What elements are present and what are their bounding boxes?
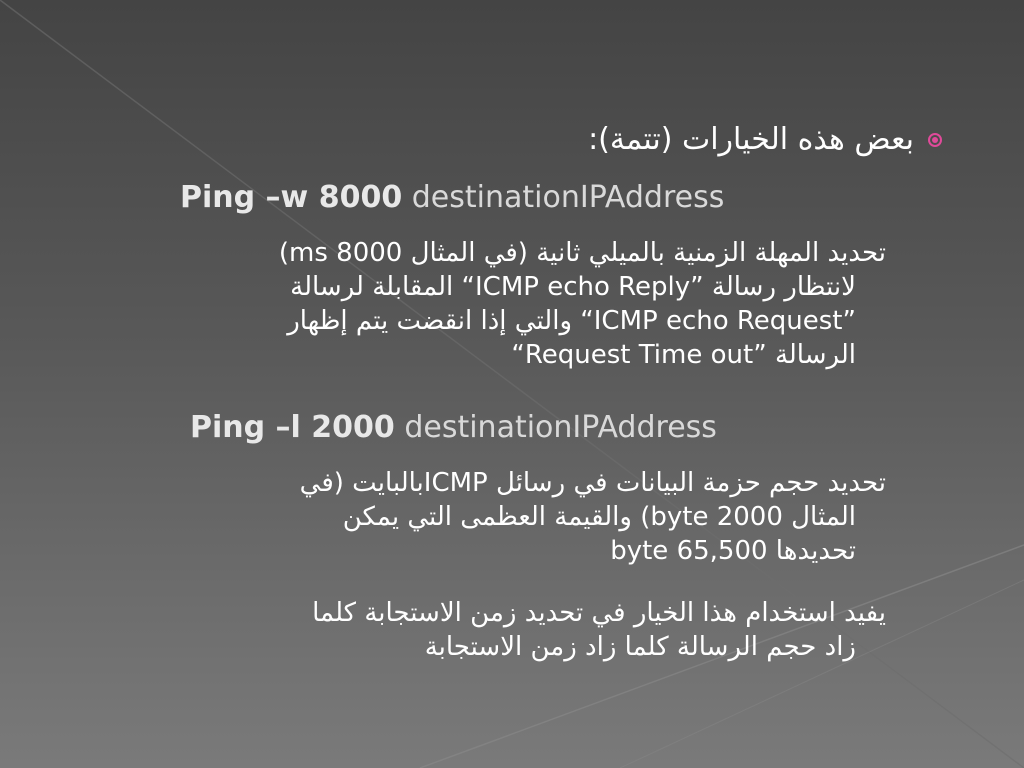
paragraph-1-line: تحديد المهلة الزمنية بالميلي ثانية (في المثال 8000 ms) [278, 238, 886, 268]
paragraph-1-line: لانتظار رسالة ”ICMP echo Reply“ المقابلة لرسالة [290, 272, 856, 302]
paragraph-2-line: المثال 2000 byte) والقيمة العظمى التي يمكن [342, 502, 856, 532]
paragraph-1-line: الرسالة ”Request Time out“ [511, 340, 856, 370]
paragraph-3-line: يفيد استخدام هذا الخيار في تحديد زمن الاستجابة كلما [312, 598, 886, 628]
paragraph-3-line: زاد حجم الرسالة كلما زاد زمن الاستجابة [424, 632, 856, 662]
paragraph-1 [279, 236, 886, 372]
command-2 [190, 410, 717, 445]
slide-heading: بعض هذه الخيارات (تتمة): [588, 122, 914, 157]
command-1-bold: Ping –w 8000 [180, 180, 403, 215]
paragraph-2 [300, 466, 886, 568]
command-1 [180, 180, 724, 215]
command-2-bold: Ping –l 2000 [190, 410, 395, 445]
paragraph-1-line: ”ICMP echo Request“ والتي إذا انقضت يتم إظهار [287, 306, 856, 336]
paragraph-3 [312, 596, 886, 664]
heading-row [588, 122, 942, 157]
command-2-arg: destinationIPAddress [404, 410, 717, 445]
paragraph-2-line: تحديدها 65,500 byte [610, 536, 856, 566]
circle-bullet-icon [928, 133, 942, 147]
paragraph-2-line: تحديد حجم حزمة البيانات في رسائل ICMPبالبايت (في [299, 468, 886, 498]
command-1-arg: destinationIPAddress [411, 180, 725, 215]
